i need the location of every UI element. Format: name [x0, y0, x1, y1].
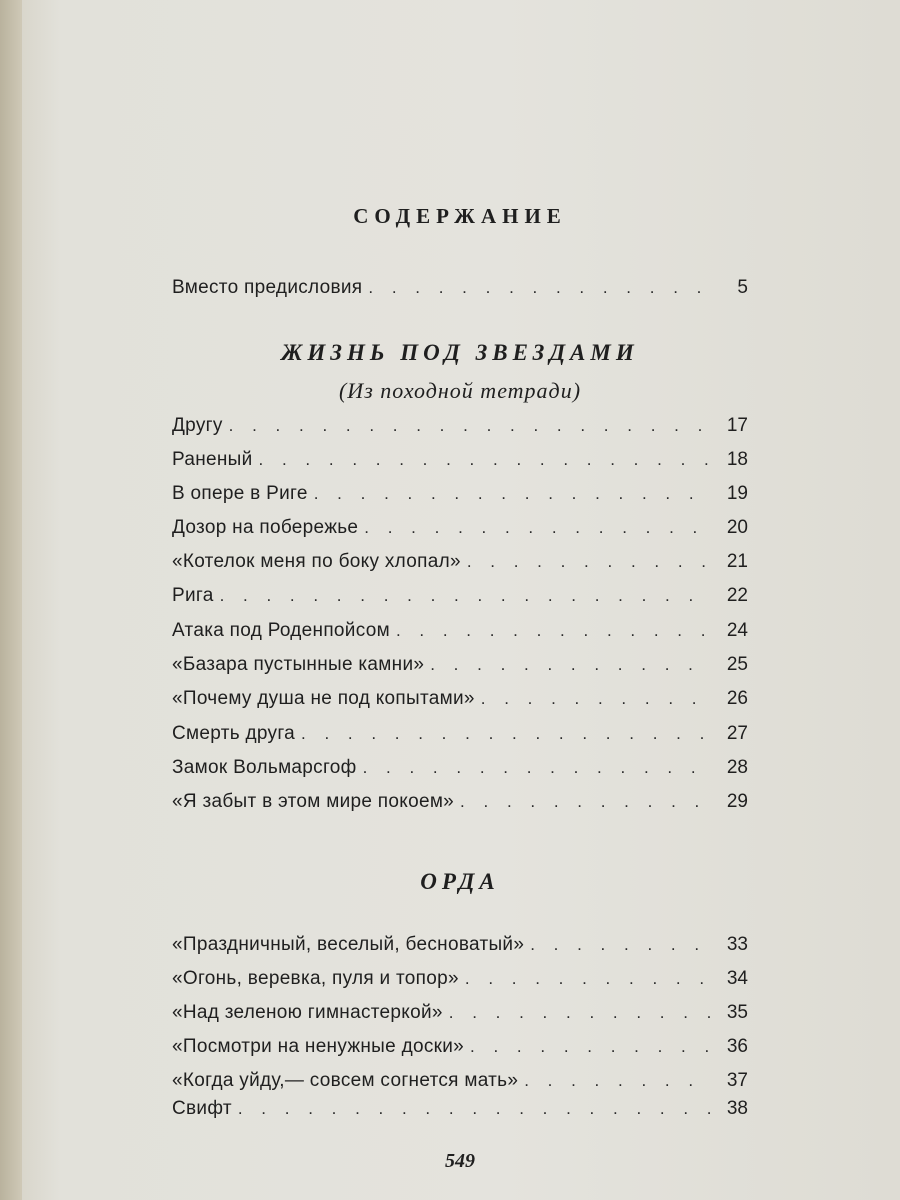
leader-dots	[524, 1071, 712, 1091]
entry-title: «Котелок меня по боку хлопал»	[172, 551, 461, 572]
leader-dots	[259, 450, 712, 470]
leader-dots	[396, 621, 712, 641]
leader-dots	[430, 655, 712, 675]
entry-page: 25	[726, 654, 748, 675]
toc-entry	[172, 791, 748, 821]
section-heading-1: ЖИЗНЬ ПОД ЗВЕЗДАМИ	[281, 340, 639, 365]
entry-page: 17	[726, 415, 748, 436]
entry-page: 33	[726, 934, 748, 955]
section-subheading-1: (Из походной тетради)	[338, 378, 582, 403]
leader-dots	[314, 484, 712, 504]
entry-title: Атака под Роденпойсом	[172, 620, 390, 641]
leader-dots	[364, 518, 712, 538]
entry-title: Другу	[172, 415, 223, 436]
entry-title: «Почему душа не под копытами»	[172, 688, 475, 709]
toc-entry	[172, 1070, 748, 1100]
entry-title: «Когда уйду,— совсем согнется мать»	[172, 1070, 519, 1091]
leader-dots	[530, 935, 712, 955]
leader-dots	[363, 758, 712, 778]
toc-entry	[172, 415, 748, 445]
entry-title: Раненый	[172, 449, 253, 470]
toc-entry	[172, 449, 748, 479]
toc-entry	[172, 1098, 748, 1128]
entry-page: 38	[726, 1098, 748, 1119]
toc-entry	[172, 1002, 748, 1032]
leader-dots	[481, 689, 712, 709]
entry-page: 26	[726, 688, 748, 709]
toc-entry-preface	[172, 277, 748, 307]
entry-page: 21	[726, 551, 748, 572]
entry-page: 35	[726, 1002, 748, 1023]
entry-title: «Я забыт в этом мире покоем»	[172, 791, 455, 812]
page-number: 549	[445, 1150, 475, 1172]
leader-dots	[229, 416, 712, 436]
entry-title: Дозор на побережье	[172, 517, 359, 538]
entry-title: Замок Вольмарсгоф	[172, 757, 357, 778]
toc-entry	[172, 620, 748, 650]
entry-page: 36	[726, 1036, 748, 1057]
entry-title: «Праздничный, веселый, бесноватый»	[172, 934, 525, 955]
leader-dots	[470, 1037, 712, 1057]
entry-page: 18	[726, 449, 748, 470]
entry-page: 28	[726, 757, 748, 778]
toc-entry	[172, 934, 748, 964]
section-heading-2: ОРДА	[420, 869, 500, 894]
toc-entry	[172, 757, 748, 787]
leader-dots	[460, 792, 712, 812]
contents-title: СОДЕРЖАНИЕ	[353, 204, 567, 228]
toc-entry	[172, 585, 748, 615]
entry-page: 24	[726, 620, 748, 641]
leader-dots	[301, 724, 712, 744]
entry-page: 37	[726, 1070, 748, 1091]
toc-entry	[172, 654, 748, 684]
toc-entry	[172, 551, 748, 581]
leader-dots	[220, 586, 712, 606]
entry-page: 29	[726, 791, 748, 812]
book-spine-shadow	[0, 0, 22, 1200]
entry-page: 19	[726, 483, 748, 504]
entry-title: Смерть друга	[172, 723, 295, 744]
leader-dots	[467, 552, 712, 572]
entry-title: «Над зеленою гимнастеркой»	[172, 1002, 443, 1023]
leader-dots	[368, 278, 712, 298]
leader-dots	[238, 1099, 712, 1119]
entry-page: 34	[726, 968, 748, 989]
entry-title: Рига	[172, 585, 214, 606]
entry-page: 27	[726, 723, 748, 744]
toc-entry	[172, 1036, 748, 1066]
leader-dots	[465, 969, 712, 989]
entry-title: В опере в Риге	[172, 483, 308, 504]
toc-entry	[172, 483, 748, 513]
toc-entry	[172, 517, 748, 547]
entry-title: «Посмотри на ненужные доски»	[172, 1036, 465, 1057]
entry-page: 22	[726, 585, 748, 606]
entry-title: Свифт	[172, 1098, 232, 1119]
toc-entry	[172, 688, 748, 718]
entry-title: «Огонь, веревка, пуля и топор»	[172, 968, 459, 989]
entry-title: «Базара пустынные камни»	[172, 654, 425, 675]
entry-page: 5	[737, 277, 748, 298]
toc-entry	[172, 968, 748, 998]
toc-entry	[172, 723, 748, 753]
entry-page: 20	[726, 517, 748, 538]
leader-dots	[449, 1003, 712, 1023]
entry-title: Вместо предисловия	[172, 277, 363, 298]
